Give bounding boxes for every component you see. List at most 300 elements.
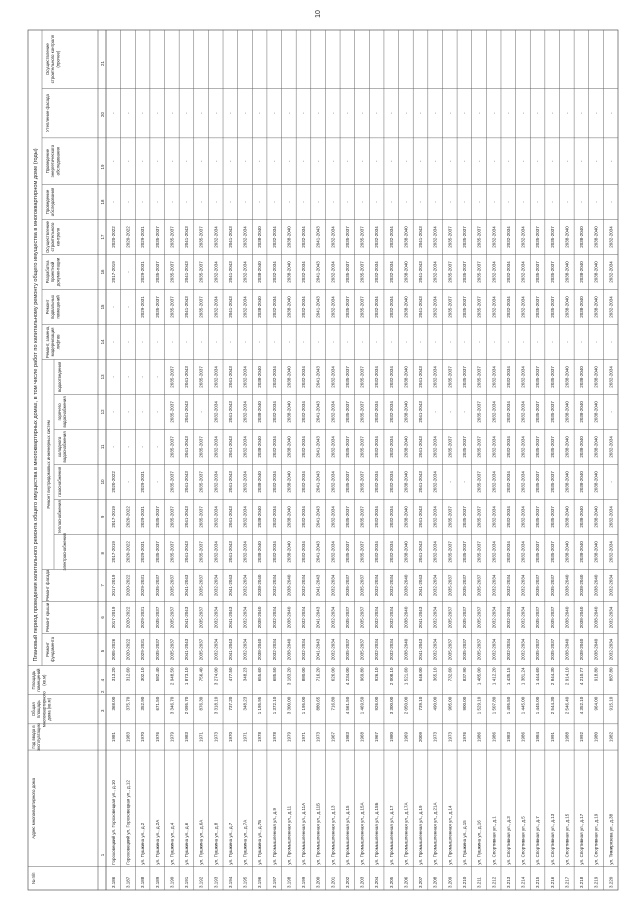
row-period-cell: - <box>213 112 219 114</box>
row-address: ул. Промышленная ул., д.11 <box>286 805 292 865</box>
row-number: 3.188 <box>140 876 146 888</box>
row-period-cell: 2041-2043 <box>227 606 233 629</box>
row-period-cell: - <box>330 201 336 203</box>
row-period-cell: 2041-2043 <box>227 638 233 661</box>
row-period-cell: 2032-2034 <box>388 296 394 318</box>
row-area-total: 3 318.10 <box>213 696 219 715</box>
row-period-cell: 2041-2043 <box>315 606 321 629</box>
column-number: 21 <box>100 61 105 66</box>
row-period-cell: 2041-2043 <box>418 296 424 318</box>
row-area-premises: 1 412.20 <box>491 667 497 686</box>
row-period-cell: 2041-2043 <box>184 296 190 318</box>
row-period-cell: 2035-2037 <box>359 226 365 248</box>
row-number: 3.193 <box>213 876 219 888</box>
row-period-cell: 2038-2040 <box>579 401 585 423</box>
row-period-cell: 2035-2037 <box>462 506 467 528</box>
row-period-cell: 2041-2043 <box>315 541 321 563</box>
row-period-cell: 2038-2040 <box>403 401 409 423</box>
row-period-cell: 2032-2034 <box>271 638 277 661</box>
row-period-cell: 2041-2043 <box>227 366 233 388</box>
row-period-cell: 2032-2034 <box>520 261 526 283</box>
row-year: 1983 <box>344 731 350 742</box>
row-period-cell: 2041-2043 <box>184 401 190 423</box>
row-period-cell: 2035-2037 <box>476 296 482 318</box>
row-period-cell: 2041-2043 <box>418 401 424 423</box>
row-number: 3.220 <box>608 876 614 888</box>
row-period-cell: - <box>520 341 526 343</box>
row-period-cell: 2020-2022 <box>110 226 116 248</box>
row-period-cell: 2032-2034 <box>213 226 219 248</box>
row-address: Гороховецкий ул. Гороховецкая ул., д.12 <box>125 780 131 865</box>
row-area-total: 737.20 <box>227 696 233 711</box>
row-period-cell: 2035-2037 <box>154 226 160 248</box>
row-period-cell: - <box>608 160 614 162</box>
header-energy: Проведение <box>45 148 50 174</box>
row-period-cell: - <box>271 112 277 114</box>
row-area-total: 375.70 <box>125 696 131 711</box>
row-period-cell: - <box>491 201 497 203</box>
row-area-premises: 918.80 <box>593 667 599 682</box>
row-number: 3.194 <box>227 876 233 888</box>
row-area-premises: 716.20 <box>315 667 321 682</box>
row-area-total: 3 300.00 <box>286 696 292 715</box>
row-year: 1986 <box>520 731 526 742</box>
row-period-cell: 2041-2043 <box>418 574 424 597</box>
row-period-cell: 2038-2040 <box>257 606 263 629</box>
column-number: 3 <box>100 709 105 712</box>
row-number: 3.192 <box>198 876 204 888</box>
row-period-cell: 2035-2037 <box>447 226 453 248</box>
row-period-cell: 2035-2037 <box>344 436 350 458</box>
row-year: 1980 <box>593 731 599 742</box>
row-area-total: 1 372.10 <box>271 696 277 715</box>
row-number: 3.210 <box>462 876 467 888</box>
row-period-cell: 2032-2034 <box>213 436 219 458</box>
row-number: 3.213 <box>505 876 511 888</box>
row-period-cell: 2038-2040 <box>579 436 585 458</box>
row-period-cell: 2017-2019 <box>110 574 116 597</box>
row-period-cell: 2035-2037 <box>549 606 555 629</box>
row-period-cell: - <box>344 341 350 343</box>
row-period-cell: - <box>462 112 467 114</box>
row-period-cell: 2041-2043 <box>315 226 321 248</box>
row-area-premises: 582.40 <box>154 667 160 682</box>
row-period-cell: 2032-2034 <box>505 506 511 528</box>
header-year: эксплуатацию <box>36 722 42 751</box>
row-period-cell: 2020-2022 <box>125 574 131 597</box>
row-period-cell: 2041-2043 <box>227 574 233 597</box>
row-period-cell: - <box>608 411 614 413</box>
row-period-cell: 2038-2040 <box>579 226 585 248</box>
row-period-cell: 2035-2037 <box>476 436 482 458</box>
row-period-cell: 2038-2040 <box>403 606 409 629</box>
row-area-premises: 732.60 <box>447 667 453 682</box>
row-period-cell: 2035-2037 <box>476 606 482 629</box>
row-period-cell: - <box>154 411 160 413</box>
row-period-cell: 2032-2034 <box>330 506 336 528</box>
row-period-cell: 2035-2037 <box>535 638 541 661</box>
row-area-premises: 3 274.00 <box>213 667 219 686</box>
row-year: 1983 <box>184 731 190 742</box>
row-period-cell: 2032-2034 <box>374 541 380 563</box>
row-area-total: 1 507.80 <box>491 696 497 715</box>
row-period-cell: 2032-2034 <box>271 296 277 318</box>
row-period-cell: 2032-2034 <box>301 506 307 528</box>
row-address: ул. Пушкина ул., д.6 <box>184 822 190 865</box>
row-period-cell: 2035-2037 <box>359 401 365 423</box>
row-number: 3.201 <box>330 876 336 888</box>
row-period-cell: 2035-2037 <box>549 226 555 248</box>
row-period-cell: 2032-2034 <box>213 366 219 388</box>
row-period-cell: 2035-2037 <box>359 506 365 528</box>
row-number: 3.207 <box>418 876 424 888</box>
row-period-cell: 2035-2037 <box>476 366 482 388</box>
row-period-cell: 2032-2034 <box>608 606 614 629</box>
row-period-cell: 2032-2034 <box>242 366 248 388</box>
row-period-cell: 2038-2040 <box>579 506 585 528</box>
row-period-cell: - <box>242 160 248 162</box>
row-period-cell: 2032-2034 <box>330 401 336 423</box>
row-address: ул. Промышленная ул., д.17А <box>403 802 409 865</box>
row-year: 1982 <box>608 731 614 742</box>
row-period-cell: 2032-2034 <box>301 471 307 493</box>
row-area-premises: 646.00 <box>418 667 424 682</box>
row-period-cell: 2038-2040 <box>564 541 570 563</box>
row-period-cell: 2032-2034 <box>374 366 380 388</box>
row-period-cell: 2035-2037 <box>198 436 204 458</box>
row-period-cell: - <box>184 201 190 203</box>
row-period-cell: - <box>535 112 541 114</box>
row-period-cell: - <box>359 112 365 114</box>
row-period-cell: - <box>198 112 204 114</box>
row-period-cell: 2035-2037 <box>462 541 467 563</box>
row-period-cell: - <box>242 341 248 343</box>
header-insulation: Утепление фасада <box>45 94 50 133</box>
header-prep: строительного контроля <box>50 35 56 84</box>
row-period-cell: 2041-2043 <box>315 261 321 283</box>
header-area-total: дома (кв.м) <box>46 697 52 721</box>
table-frame <box>28 30 618 890</box>
row-period-cell: 2038-2040 <box>593 606 599 629</box>
row-period-cell: - <box>432 341 438 343</box>
row-period-cell: 2035-2037 <box>447 574 453 597</box>
row-period-cell: 2032-2034 <box>271 436 277 458</box>
row-number: 3.202 <box>344 876 350 888</box>
row-address: ул. Спортивная ул., д.13 <box>549 813 555 865</box>
row-number: 3.200 <box>315 876 321 888</box>
row-period-cell: 2032-2034 <box>301 296 307 318</box>
row-period-cell: 2032-2034 <box>301 541 307 563</box>
row-period-cell: 2032-2034 <box>520 296 526 318</box>
row-period-cell: 2032-2034 <box>242 436 248 458</box>
row-period-cell: 2035-2037 <box>476 541 482 563</box>
row-period-cell: 2032-2034 <box>520 638 526 661</box>
row-address: ул. Пушкина ул., д.7Б <box>257 819 263 865</box>
row-area-premises: 1 521.60 <box>403 667 409 686</box>
row-period-cell: 2035-2037 <box>535 506 541 528</box>
row-period-cell: - <box>110 306 116 308</box>
row-area-total: 1 195.00 <box>301 696 307 715</box>
row-period-cell: 2032-2034 <box>432 436 438 458</box>
row-area-total: 3 346.70 <box>169 696 175 715</box>
row-period-cell: 2032-2034 <box>271 366 277 388</box>
row-period-cell: 2038-2040 <box>257 436 263 458</box>
header-area-total: многоквартирного <box>41 691 47 728</box>
row-period-cell: - <box>476 160 482 162</box>
row-period-cell: 2038-2040 <box>564 606 570 629</box>
header-control: контроля <box>55 227 61 247</box>
row-period-cell: 2020-2022 <box>125 638 131 661</box>
column-number: 13 <box>100 374 105 380</box>
row-number: 3.186 <box>110 876 116 888</box>
row-period-cell: - <box>286 341 292 343</box>
row-address: ул. Промышленная ул., д.11Б <box>315 802 321 865</box>
column-number: 6 <box>100 616 105 619</box>
row-period-cell: - <box>110 112 116 114</box>
row-period-cell: 2038-2040 <box>257 401 263 423</box>
row-period-cell: 2035-2037 <box>549 436 555 458</box>
row-period-cell: - <box>403 160 409 162</box>
row-area-premises: 655.60 <box>257 667 263 682</box>
header-area-premises: (кв.м) <box>41 674 47 686</box>
row-period-cell: 2035-2037 <box>549 638 555 661</box>
row-period-cell: 2035-2037 <box>169 606 175 629</box>
row-period-cell: 2035-2037 <box>344 296 350 318</box>
row-period-cell: - <box>154 481 160 483</box>
row-area-premises: 1 435.15 <box>505 667 511 686</box>
row-area-total: 1 445.00 <box>535 696 541 715</box>
row-period-cell: 2041-2043 <box>184 606 190 629</box>
row-area-premises: 1 381.24 <box>520 667 526 686</box>
row-number: 3.205 <box>388 876 394 888</box>
header-elevator: модернизация <box>50 327 56 357</box>
row-area-premises: 880.00 <box>301 667 307 682</box>
row-period-cell: 2035-2037 <box>169 226 175 248</box>
row-period-cell: - <box>505 341 511 343</box>
row-address: ул. Промышленная ул., д.19 <box>418 805 424 865</box>
row-year: 1973 <box>432 731 438 742</box>
row-period-cell: - <box>388 341 394 343</box>
row-period-cell: - <box>110 411 116 413</box>
row-period-cell: 2032-2034 <box>505 226 511 248</box>
row-period-cell: - <box>213 201 219 203</box>
row-period-cell: 2032-2034 <box>301 226 307 248</box>
row-period-cell: 2029-2031 <box>140 506 146 528</box>
row-period-cell: 2038-2040 <box>286 401 292 423</box>
header-design: Разработка <box>45 260 50 284</box>
row-period-cell: 2038-2040 <box>593 506 599 528</box>
row-period-cell: 2032-2034 <box>330 606 336 629</box>
row-period-cell: 2035-2037 <box>535 436 541 458</box>
row-period-cell: 2032-2034 <box>242 638 248 661</box>
row-period-cell: 2032-2034 <box>505 606 511 629</box>
row-period-cell: 2032-2034 <box>491 506 497 528</box>
row-period-cell: - <box>388 160 394 162</box>
row-period-cell: 2029-2031 <box>140 471 146 493</box>
row-period-cell: - <box>388 112 394 114</box>
row-period-cell: - <box>520 160 526 162</box>
column-number: 7 <box>100 584 105 587</box>
row-period-cell: 2032-2034 <box>330 296 336 318</box>
column-number: 19 <box>100 164 105 170</box>
row-period-cell: 2032-2034 <box>432 506 438 528</box>
row-period-cell: - <box>184 112 190 114</box>
row-period-cell: 2032-2034 <box>432 574 438 597</box>
row-area-premises: 2 844.30 <box>549 667 555 686</box>
row-number: 3.216 <box>549 876 555 888</box>
row-period-cell: 2020-2022 <box>125 506 131 528</box>
row-area-total: 3 300.00 <box>388 696 394 715</box>
row-period-cell: 2032-2034 <box>388 366 394 388</box>
row-period-cell: - <box>140 341 146 343</box>
row-period-cell: - <box>447 411 453 413</box>
row-period-cell: 2035-2037 <box>154 296 160 318</box>
row-period-cell: - <box>125 411 131 413</box>
row-period-cell: 2032-2034 <box>213 506 219 528</box>
row-period-cell: - <box>110 446 116 448</box>
row-period-cell: 2041-2043 <box>315 638 321 661</box>
row-period-cell: 2032-2034 <box>520 606 526 629</box>
row-period-cell: - <box>140 446 146 448</box>
row-period-cell: 2035-2037 <box>154 506 160 528</box>
row-period-cell: 2032-2034 <box>213 606 219 629</box>
row-period-cell: 2038-2040 <box>593 638 599 661</box>
row-period-cell: - <box>535 341 541 343</box>
row-period-cell: - <box>301 160 307 162</box>
row-period-cell: 2017-2019 <box>110 606 116 629</box>
row-period-cell: 2041-2043 <box>227 541 233 563</box>
row-period-cell: 2035-2037 <box>476 261 482 283</box>
row-period-cell: 2041-2043 <box>227 471 233 493</box>
row-period-cell: - <box>125 271 131 273</box>
row-period-cell: 2038-2040 <box>286 471 292 493</box>
row-period-cell: 2032-2034 <box>271 541 277 563</box>
row-period-cell: 2035-2037 <box>447 296 453 318</box>
row-period-cell: 2032-2034 <box>330 574 336 597</box>
row-area-premises: 926.10 <box>374 667 380 682</box>
row-period-cell: 2038-2040 <box>579 541 585 563</box>
row-area-total: 915.10 <box>608 696 614 711</box>
row-period-cell: 2032-2034 <box>374 506 380 528</box>
column-number: 17 <box>100 234 105 240</box>
row-period-cell: 2032-2034 <box>520 436 526 458</box>
row-address: ул. Промышленная ул., д.17 <box>388 805 394 865</box>
row-period-cell: 2038-2040 <box>593 261 599 283</box>
row-period-cell: 2032-2034 <box>242 226 248 248</box>
row-period-cell: 2041-2043 <box>315 471 321 493</box>
row-period-cell: 2038-2040 <box>403 574 409 597</box>
row-period-cell: 2038-2040 <box>593 401 599 423</box>
row-period-cell: - <box>154 341 160 343</box>
row-period-cell: 2035-2037 <box>169 541 175 563</box>
row-period-cell: - <box>447 481 453 483</box>
row-area-premises: 477.50 <box>227 667 233 682</box>
row-period-cell: 2038-2040 <box>579 261 585 283</box>
row-address: ул. Промышленная ул., д.15 <box>344 805 350 865</box>
row-period-cell: 2038-2040 <box>579 471 585 493</box>
row-area-total: 4 561.50 <box>344 696 350 715</box>
row-period-cell: - <box>608 112 614 114</box>
row-period-cell: 2035-2037 <box>169 471 175 493</box>
row-period-cell: 2035-2037 <box>447 366 453 388</box>
row-period-cell: - <box>198 201 204 203</box>
row-period-cell: - <box>125 201 131 203</box>
row-period-cell: 2035-2037 <box>344 574 350 597</box>
row-period-cell: - <box>535 160 541 162</box>
row-period-cell: - <box>462 411 467 413</box>
row-period-cell: 2032-2034 <box>388 226 394 248</box>
row-period-cell: - <box>169 112 175 114</box>
row-period-cell: 2032-2034 <box>271 261 277 283</box>
row-period-cell: 2032-2034 <box>520 541 526 563</box>
row-period-cell: - <box>140 376 146 378</box>
row-area-premises: 2 948.50 <box>169 667 175 686</box>
row-period-cell: - <box>447 112 453 114</box>
row-period-cell: - <box>110 376 116 378</box>
row-period-cell: - <box>330 160 336 162</box>
row-period-cell: 2038-2040 <box>593 226 599 248</box>
row-period-cell: - <box>125 446 131 448</box>
row-period-cell: 2038-2040 <box>403 471 409 493</box>
row-period-cell: 2041-2043 <box>184 261 190 283</box>
row-period-cell: 2041-2043 <box>227 261 233 283</box>
row-period-cell: 2038-2040 <box>403 226 409 248</box>
header-energy: энергетического <box>50 144 56 178</box>
row-period-cell: - <box>388 201 394 203</box>
row-period-cell: 2032-2034 <box>388 574 394 597</box>
row-period-cell: 2032-2034 <box>505 261 511 283</box>
row-period-cell: - <box>579 341 585 343</box>
row-period-cell: 2038-2040 <box>564 226 570 248</box>
row-period-cell: 2032-2034 <box>608 638 614 661</box>
row-year: 1978 <box>257 731 263 742</box>
row-period-cell: - <box>271 201 277 203</box>
row-period-cell: 2035-2037 <box>462 261 467 283</box>
row-period-cell: - <box>125 160 131 162</box>
row-period-cell: - <box>140 201 146 203</box>
row-area-total: 348.23 <box>242 696 248 711</box>
row-address: ул. Пушкина ул., д.16 <box>476 820 482 865</box>
row-period-cell: - <box>154 112 160 114</box>
row-period-cell: - <box>462 201 467 203</box>
row-period-cell: 2035-2037 <box>476 506 482 528</box>
header-num: № п/п <box>31 872 36 885</box>
row-period-cell: 2035-2037 <box>462 436 467 458</box>
row-area-premises: 4 210.77 <box>579 667 585 686</box>
row-year: 1991 <box>549 731 555 742</box>
row-period-cell: 2032-2034 <box>271 471 277 493</box>
row-number: 3.196 <box>257 876 263 888</box>
row-period-cell: 2032-2034 <box>242 471 248 493</box>
row-period-cell: 2035-2037 <box>549 401 555 423</box>
row-period-cell: 2038-2040 <box>286 436 292 458</box>
row-period-cell: 2035-2037 <box>359 436 365 458</box>
row-period-cell: - <box>330 341 336 343</box>
row-period-cell: 2032-2034 <box>388 606 394 629</box>
row-period-cell: 2032-2034 <box>608 574 614 597</box>
row-period-cell: 2035-2037 <box>535 226 541 248</box>
row-year: 1968 <box>359 731 365 742</box>
header-facade: Ремонт фасада <box>45 569 50 602</box>
row-period-cell: - <box>271 160 277 162</box>
row-period-cell: 2035-2037 <box>198 226 204 248</box>
row-address: ул. Спортивная ул., д.17 <box>579 813 585 865</box>
row-period-cell: 2032-2034 <box>374 574 380 597</box>
row-period-cell: 2032-2034 <box>505 436 511 458</box>
row-period-cell: - <box>418 112 424 114</box>
row-address: ул. Промышленная ул., д.13 <box>330 805 336 865</box>
row-period-cell: - <box>374 341 380 343</box>
